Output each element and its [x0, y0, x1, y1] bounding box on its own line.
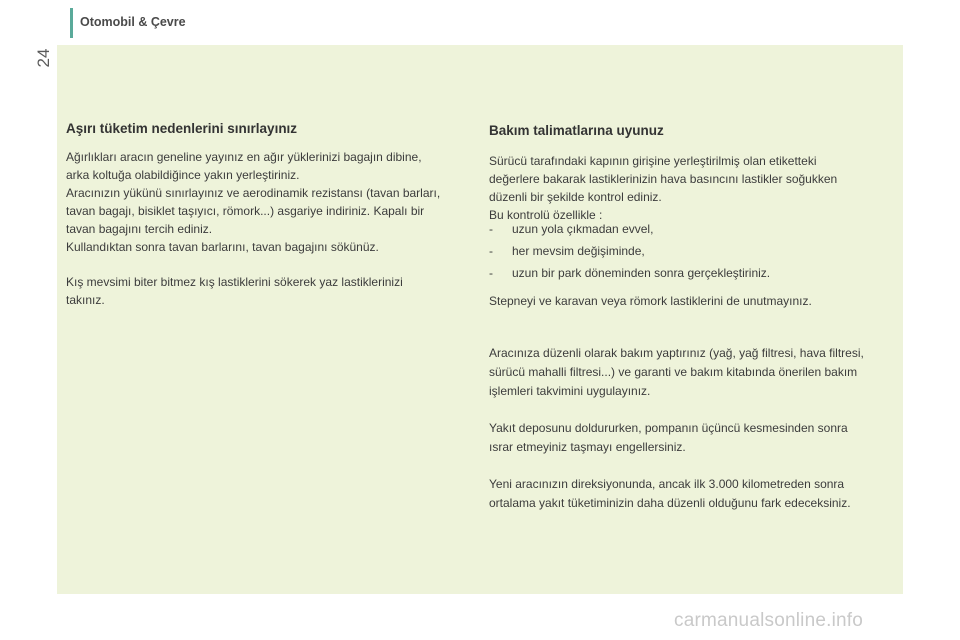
left-column — [66, 120, 476, 309]
left-paragraph-1 — [66, 148, 476, 256]
list-dash: - — [489, 244, 493, 258]
text-line: Aracınıza düzenli olarak bakım yaptırınız (yağ, yağ filtresi, hava filtresi, — [489, 346, 864, 360]
right-column — [489, 122, 899, 513]
text-line: Bu kontrolü özellikle : — [489, 208, 603, 222]
watermark: carmanualsonline.info — [674, 610, 864, 631]
text-line: sürücü mahalli filtresi...) ve garanti ve bakım kitabında önerilen bakım — [489, 365, 858, 379]
right-paragraph-3 — [489, 344, 899, 401]
text-line: Aracınızın yükünü sınırlayınız ve aerodinamik rezistansı (tavan barları, — [66, 186, 441, 200]
right-heading: Bakım talimatlarına uyunuz — [489, 123, 664, 138]
text-line: Sürücü tarafındaki kapının girişine yerleştirilmiş olan etiketteki — [489, 154, 817, 168]
text-line: arka koltuğa olabildiğince yakın yerleştiriniz. — [66, 168, 300, 182]
list-item-text: uzun bir park döneminden sonra gerçekleştiriniz. — [512, 266, 771, 280]
list-item-text: uzun yola çıkmadan evvel, — [512, 222, 654, 236]
list-item — [489, 264, 899, 282]
section-accent-bar — [70, 8, 73, 38]
text-line: takınız. — [66, 293, 105, 307]
list-item-text: her mevsim değişiminde, — [512, 244, 645, 258]
left-heading: Aşırı tüketim nedenlerini sınırlayınız — [66, 121, 298, 136]
text-line: tavan bagajı, bisiklet taşıyıcı, römork...) asgariye indiriniz. Kapalı bir — [66, 204, 425, 218]
right-paragraph-4 — [489, 419, 899, 457]
text-line: işlemleri takvimini uygulayınız. — [489, 384, 651, 398]
list-item — [489, 220, 899, 238]
text-line: Yakıt deposunu doldururken, pompanın üçüncü kesmesinden sonra — [489, 421, 848, 435]
list-dash: - — [489, 266, 493, 280]
right-paragraph-2: Stepneyi ve karavan veya römork lastiklerini de unutmayınız. — [489, 294, 812, 308]
left-paragraph-2 — [66, 273, 476, 309]
text-line: Ağırlıkları aracın geneline yayınız en ağır yüklerinizi bagajın dibine, — [66, 150, 422, 164]
text-line: düzenli bir şekilde kontrol ediniz. — [489, 190, 662, 204]
right-paragraph-5 — [489, 475, 899, 513]
text-line: Yeni aracınızın direksiyonunda, ancak ilk 3.000 kilometreden sonra — [489, 477, 845, 491]
check-list — [489, 220, 899, 282]
text-line: ısrar etmeyiniz taşmayı engellersiniz. — [489, 440, 686, 454]
list-dash: - — [489, 222, 493, 236]
section-title: Otomobil & Çevre — [80, 15, 186, 29]
text-line: tavan bagajını tercih ediniz. — [66, 222, 213, 236]
list-item — [489, 242, 899, 260]
right-paragraph-1 — [489, 152, 899, 224]
text-line: değerlere bakarak lastiklerinizin hava basıncını lastikler soğukken — [489, 172, 838, 186]
text-line: Kullandıktan sonra tavan barlarını, tavan bagajını sökünüz. — [66, 240, 379, 254]
page-number: 24 — [34, 48, 53, 68]
text-line: ortalama yakıt tüketiminizin daha düzenli olduğunu fark edeceksiniz. — [489, 496, 851, 510]
text-line: Kış mevsimi biter bitmez kış lastiklerini sökerek yaz lastiklerinizi — [66, 275, 403, 289]
